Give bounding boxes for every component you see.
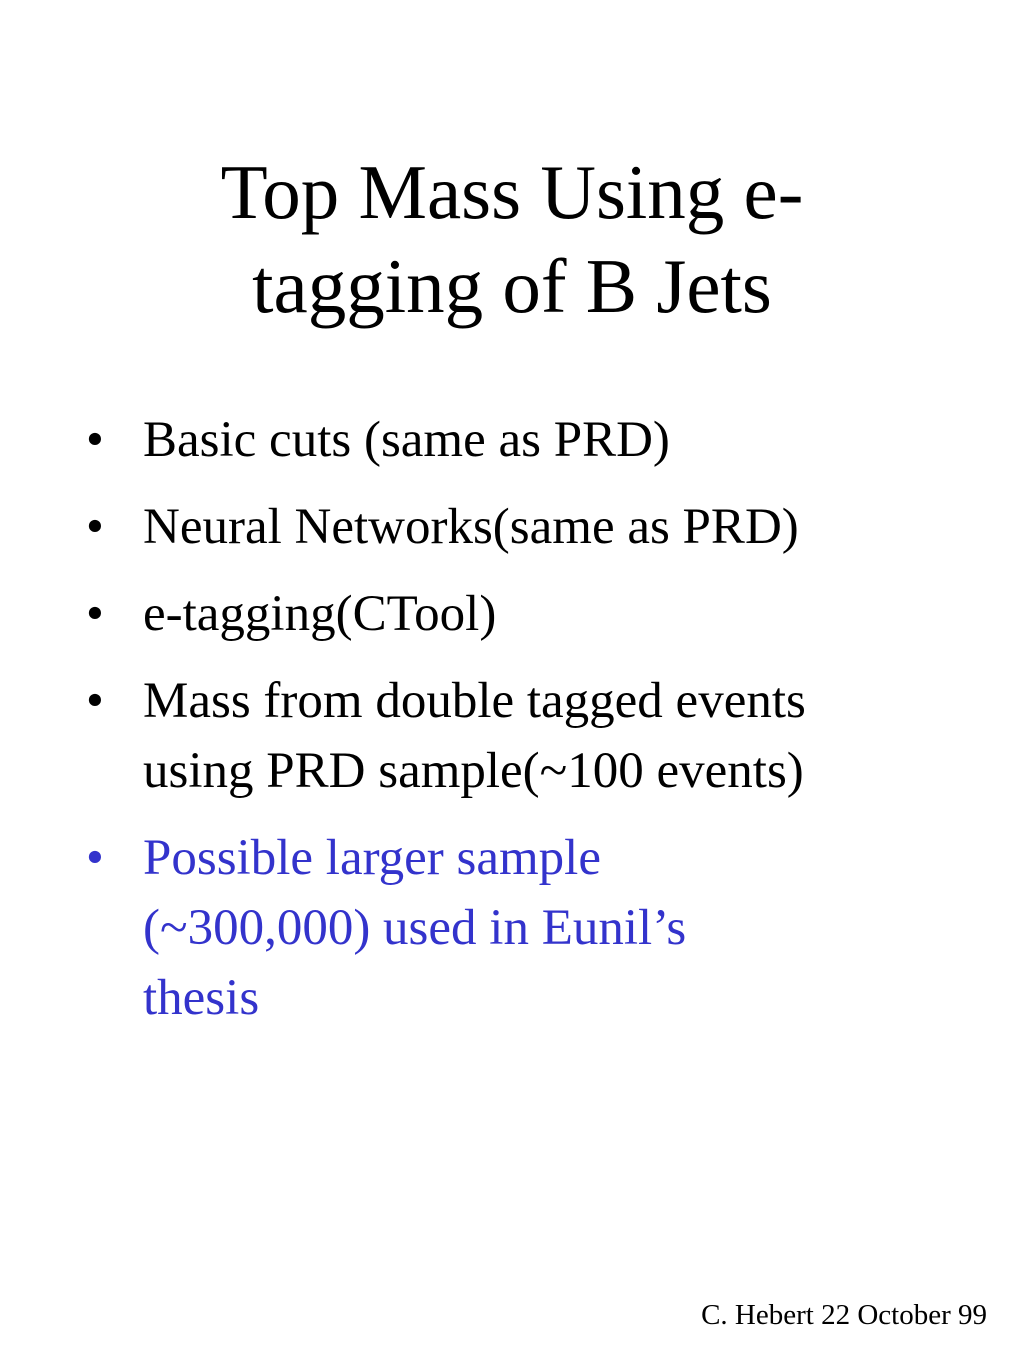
title-line-2: tagging of B Jets [252, 243, 772, 329]
bullet-text [143, 666, 966, 806]
bullet-dot: • [86, 499, 104, 555]
bullet-dot: • [86, 412, 104, 468]
bullet-dot: • [86, 830, 104, 886]
bullet-item-basic-cuts [86, 405, 966, 475]
title-line-1: Top Mass Using e- [220, 149, 804, 235]
bullet-item-neural-networks [86, 492, 966, 562]
bullet-text [143, 405, 966, 475]
bullet-line: thesis [143, 970, 260, 1026]
bullet-item-larger-sample [86, 823, 966, 1033]
slide-footer: C. Hebert 22 October 99 [701, 1299, 987, 1331]
bullet-list [86, 405, 966, 1050]
bullet-line: e-tagging(CTool) [143, 586, 497, 642]
bullet-text [143, 492, 966, 562]
bullet-text [143, 579, 966, 649]
bullet-dot: • [86, 673, 104, 729]
bullet-line: Basic cuts (same as PRD) [143, 412, 670, 468]
slide-title [80, 145, 944, 333]
bullet-line: (~300,000) used in Eunil’s [143, 900, 687, 956]
bullet-line: Possible larger sample [143, 830, 601, 886]
bullet-line: Neural Networks(same as PRD) [143, 499, 799, 555]
bullet-line: Mass from double tagged events [143, 673, 806, 729]
bullet-item-mass-double-tagged [86, 666, 966, 806]
bullet-line: using PRD sample(~100 events) [143, 743, 804, 799]
bullet-text [143, 823, 966, 1033]
bullet-item-e-tagging [86, 579, 966, 649]
bullet-dot: • [86, 586, 104, 642]
